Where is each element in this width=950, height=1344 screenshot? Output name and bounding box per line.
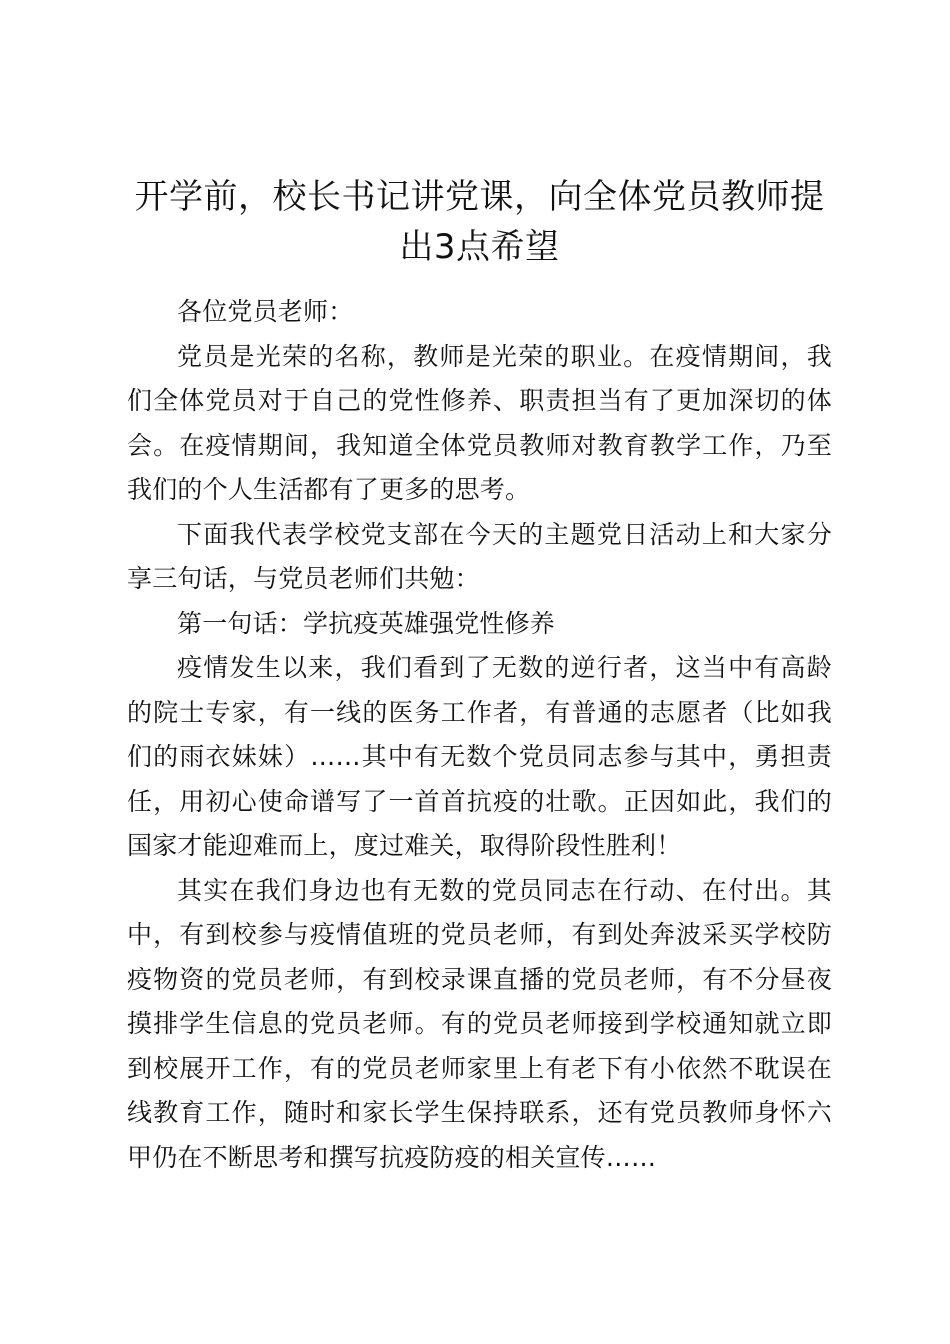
paragraph-colleagues: 其实在我们身边也有无数的党员同志在行动、在付出。其中，有到校参与疫情值班的党员老师，有到处奔波采买学校防疫物资的党员老师，有到校录课直播的党员老师，有不分昼夜摸排学生信息的党员老师。有的党员老师接到学校通知就立即到校展开工作，有的党员老师家里上有老下有小依然不耽误在线教育工作，随时和家长学生保持联系，还有党员教师身怀六甲仍在不断思考和撰写抗疫防疫的相关宣传……: [127, 875, 832, 1172]
document-title: 开学前，校长书记讲党课，向全体党员教师提出3点希望: [134, 177, 825, 267]
paragraph-share: 下面我代表学校党支部在今天的主题党日活动上和大家分享三句话，与党员老师们共勉：: [127, 519, 832, 593]
paragraph-heroes: 疫情发生以来，我们看到了无数的逆行者，这当中有高龄的院士专家，有一线的医务工作者，有普通的志愿者（比如我们的雨衣妹妹）……其中有无数个党员同志参与其中，勇担责任，用初心使命谱写了一首首抗疫的壮歌。正因如此，我们的国家才能迎难而上，度过难关，取得阶段性胜利！: [127, 653, 832, 860]
paragraph-intro: 党员是光荣的名称，教师是光荣的职业。在疫情期间，我们全体党员对于自己的党性修养、职责担当有了更加深切的体会。在疫情期间，我知道全体党员教师对教育教学工作，乃至我们的个人生活都有了更多的思考。: [127, 341, 832, 504]
document-body: [127, 172, 832, 1180]
section-heading-first: 第一句话：学抗疫英雄强党性修养: [177, 608, 556, 638]
salutation: 各位党员老师：: [177, 297, 354, 326]
